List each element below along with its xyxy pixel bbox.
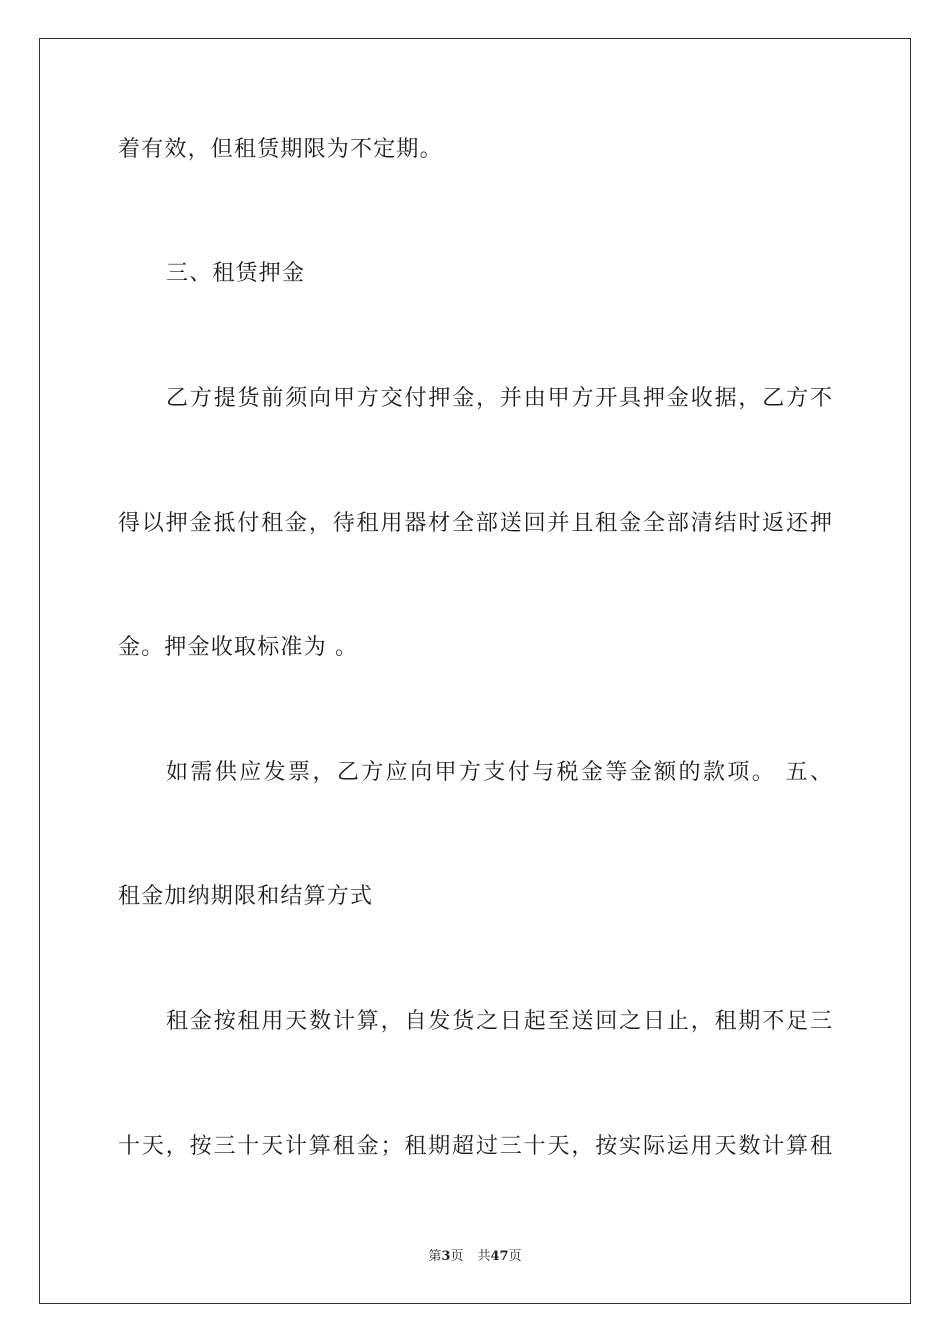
paragraph-line: 乙方提货前须向甲方交付押金，并由甲方开具押金收据，乙方不 — [166, 386, 832, 411]
page-footer — [0, 1248, 950, 1266]
section-heading: 租金加纳期限和结算方式 — [118, 884, 374, 909]
page-number-current: 3 — [441, 1249, 451, 1264]
page-border — [39, 38, 911, 1304]
section-heading: 三、租赁押金 — [166, 261, 306, 286]
page-total-prefix: 共 — [477, 1249, 491, 1264]
page-number-prefix: 第 — [428, 1249, 442, 1264]
page-number-suffix: 页 — [450, 1249, 464, 1264]
page-total-number: 47 — [490, 1249, 509, 1264]
page-total-suffix: 页 — [508, 1249, 522, 1264]
paragraph-line: 得以押金抵付租金，待租用器材全部送回并且租金全部清结时返还押 — [118, 511, 832, 536]
paragraph-line: 租金按租用天数计算，自发货之日起至送回之日止，租期不足三 — [166, 1009, 832, 1034]
paragraph-line: 金。押金收取标准为 。 — [118, 635, 359, 660]
paragraph-line: 十天，按三十天计算租金；租期超过三十天，按实际运用天数计算租 — [118, 1134, 832, 1159]
paragraph-line: 如需供应发票，乙方应向甲方支付与税金等金额的款项。 五、 — [166, 760, 832, 785]
paragraph-line: 着有效，但租赁期限为不定期。 — [118, 137, 443, 162]
